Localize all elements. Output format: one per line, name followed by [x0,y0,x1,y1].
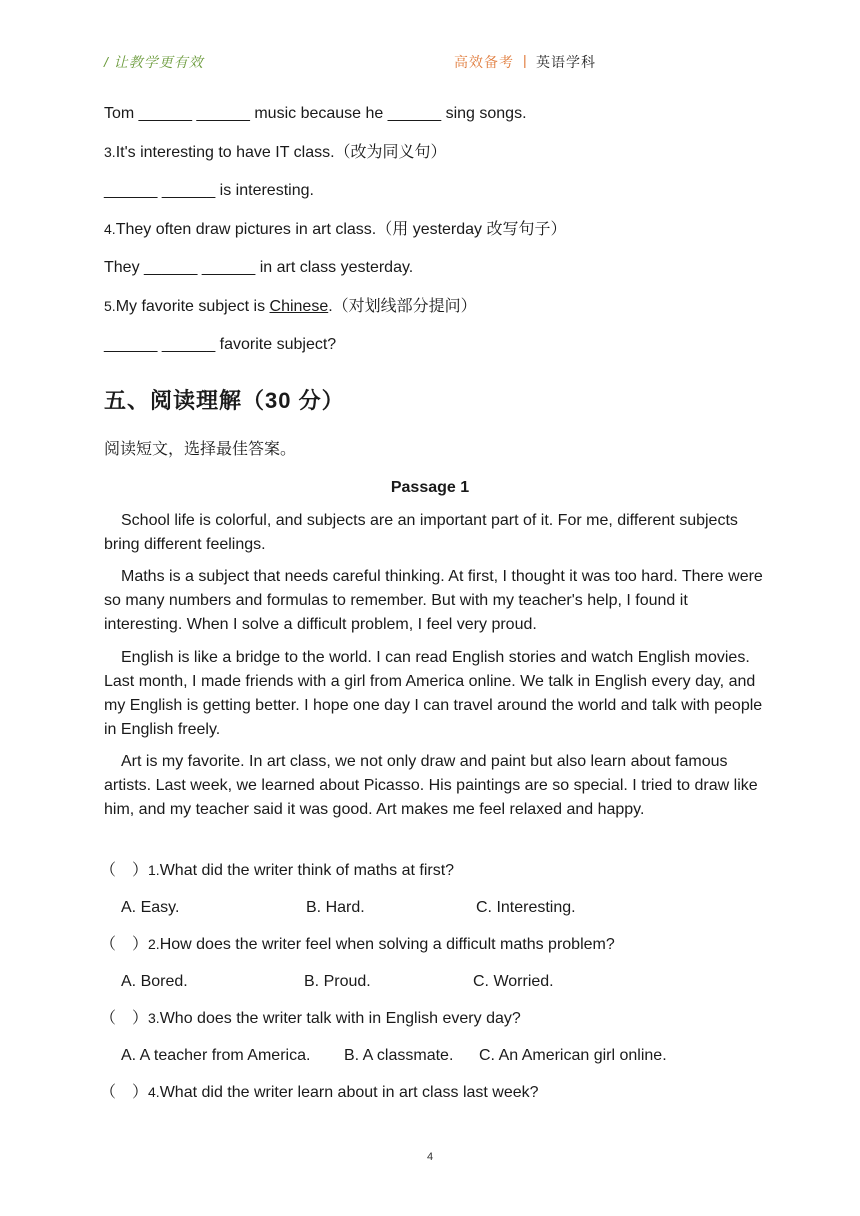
question-text-post: .（对划线部分提问） [328,298,477,315]
question-number: 2. [148,936,160,952]
question-text: What did the writer think of maths at first? [159,862,455,879]
underlined-word: Chinese [269,298,329,315]
header-brand: 高效备考 [454,54,514,70]
question-3 [100,1008,521,1029]
rewrite-question-3 [104,142,447,163]
question-number: 5. [104,298,116,314]
option-b: B. Hard. [306,899,365,916]
page-header [0,52,860,72]
question-number: 3. [148,1010,160,1026]
rewrite-answer-line-3: ______ ______ is interesting. [104,182,314,199]
header-slogan: / 让教学更有效 [104,54,204,70]
question-text-pre: My favorite subject is [115,298,270,315]
question-text: It's interesting to have IT class.（改为同义句） [115,144,447,161]
question-text: What did the writer learn about in art class last week? [159,1084,539,1101]
question-4 [100,1082,539,1103]
question-1 [100,860,454,881]
option-c: C. Interesting. [476,899,576,916]
rewrite-answer-line-4: They ______ ______ in art class yesterday. [104,259,414,276]
question-2 [100,934,615,955]
answer-bracket: （ ） [100,862,149,879]
header-subject: 英语学科 [536,54,596,70]
question-number: 4. [104,221,116,237]
section-heading: 五、阅读理解（30 分） [104,388,345,413]
option-a: A. A teacher from America. [121,1047,311,1064]
question-number: 4. [148,1084,160,1100]
header-divider: | [523,52,527,68]
answer-bracket: （ ） [100,1010,149,1027]
answer-bracket: （ ） [100,1084,149,1101]
option-b: B. Proud. [304,973,371,990]
passage-paragraph: School life is colorful, and subjects are an important part of it. For me, different subjects bring different feelings. [104,512,738,553]
question-number: 3. [104,144,116,160]
rewrite-answer-line-2: Tom ______ ______ music because he ______ sing songs. [104,105,527,122]
option-a: A. Easy. [121,899,180,916]
option-c: C. An American girl online. [479,1047,667,1064]
passage-paragraph: Art is my favorite. In art class, we not only draw and paint but also learn about famous artists. Last week, we learned about Picasso. His paintings are so special. I tried to draw like him, and my teacher said it was good. Art makes me feel relaxed and happy. [104,753,758,818]
rewrite-question-4 [104,219,567,240]
page-number: 4 [426,1151,434,1163]
option-c: C. Worried. [473,973,554,990]
passage-title: Passage 1 [390,479,470,496]
passage-paragraph: Maths is a subject that needs careful thinking. At first, I thought it was too hard. There were so many numbers and formulas to remember. But with my teacher's help, I found it interesting. When I solve a difficult problem, I feel very proud. [104,568,763,633]
option-a: A. Bored. [121,973,188,990]
question-text: Who does the writer talk with in English every day? [159,1010,521,1027]
rewrite-answer-line-5: ______ ______ favorite subject? [104,336,337,353]
question-text: How does the writer feel when solving a difficult maths problem? [159,936,615,953]
question-number: 1. [148,862,160,878]
answer-bracket: （ ） [100,936,149,953]
section-instruction: 阅读短文，选择最佳答案。 [104,441,297,458]
rewrite-question-5 [104,296,477,317]
option-b: B. A classmate. [344,1047,454,1064]
question-text: They often draw pictures in art class.（用 yesterday 改写句子） [115,221,567,238]
passage-paragraph: English is like a bridge to the world. I can read English stories and watch English movies. Last month, I made friends with a girl from America online. We talk in English every day, and my English is getting better. I hope one day I can travel around the world and talk with people in English freely. [104,649,763,738]
